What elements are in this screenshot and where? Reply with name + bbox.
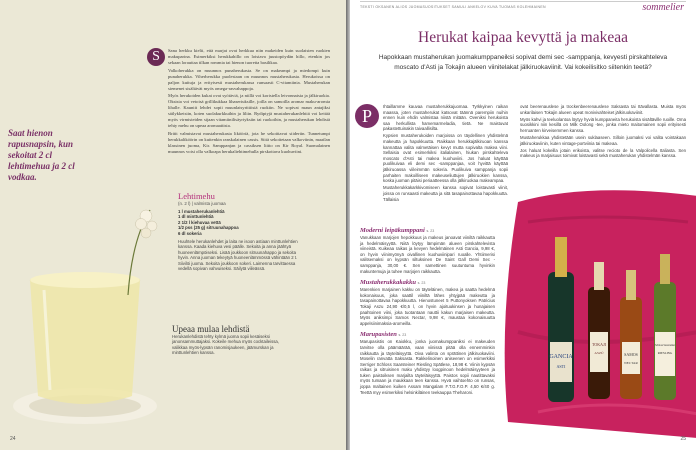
pairing-title: Mustaherukkakakku [360,279,416,287]
pairing-note: s. 23 [398,333,407,338]
recipe-subtitle: (n. 2 l) | valmista juomaa [178,201,226,206]
page-number: 25 [680,436,686,442]
intro-paragraph: Britit valmistavat mustaherukasta likööriä, jota he sekoittavat siidertin. Tunnetumpi herukkaliköörin on kuitenkin ranskalainen cassis. Siitä sekoitetaan valkoviinin, maailan klassinen juoma, Kir. Samppanjan ja cassiksen liitto on Kir Royal. Suomalainen muunnos voisi olla valkoapa herukaliehtimehulla pirskottava kuohuviini. [168,130,330,154]
ingredient: 2 1/2 l kiehuvaa vettä [178,219,221,225]
article-paragraph: Kypsien mustaherukoiden marjoissa on täydellinen yhdistelmä makeutta ja hapokkuutta. Raikkaan herukkajälkiruoan kanssa kannattaa valita valmetäisen kevyt mutta sopivalta makea viini. Sellaisia ovat esimerkiksi italialainen, hiukan pirskahteleva moscato d'Asti tai makea kuohuviini. Jos haluat käyttää puolikuivaa eli demi sec -samppanjaa, voit hyvittä käyttää jälkiruoassa viileimmän sokeria. Puolikuiva samppanja sopii parhaiten makoilliseen makeuseliuttujen jälkiruokien kanssa, koska juoman pitäisi periaatteessa olla jälkiruokaa makeampaa. [383,133,508,184]
page-number: 24 [10,436,16,442]
bottle-brand: GANCIA [549,354,573,360]
bottle-brand: TOKAJI [592,342,606,347]
bottle-sub: NECTAR [624,361,638,365]
article-paragraph: Jos haluat kokeilla jotain erikoista, valitse recioto de la Valpolicella Italiasta. Sen makeus ja marjaisuus toimivat loistavasti sekä mustaherukan yhdistelmän kanssa. [520,147,686,159]
ingredient: 1 l mustaherukanlehtiä [178,209,225,214]
headline: Herukat kaipaa kevyttä ja makeaa [418,29,628,46]
wine-pairing [360,279,495,326]
pairing-body: Marenkien marjainen kakku on täyteläinen, makea ja saatta hedelmä kokonaisuus, joka saattil viiniltä lähes yhtyjpää makeutta ja tasapainottavaa hapokkuutta. Hienostuneet 5 Puttonyoksen Patricius Tokaji Aszu 24,90 €/0,5 l, on hyvin ajoituukinsen ja hunajaisen paahtoinen viini, joka tuotantaan nauttii kakun marjaisen makeutta. Myös aniksimpi Samos Nectar, 9,98 €, maustaa kokonaisuutta appelsiinimaksia-aromeilla. [360,287,495,326]
pairing-title: Marupasisten [360,331,397,339]
article-dropcap: P [355,104,379,128]
recipe-instructions: Huuhtele herukanlehdet ja laita ne isoon astiaan minttunlehtien kanssa. Kaada kiehuva vesi päälle. Sekoita ja anna jäähtyä huoneenlämpöiseksi. Lisää joukkoon sitruunahappo ja sekoita hyvin. Anna juoman tekeytyä huoneenlämmössä vähintään 2 t. Siivilöi juoma. Sekoita joukkoon sokeri. Laimenna tarvittaessa vedellä sopivan vahvuiseksi. Säilytä viileässä. [178,239,298,272]
pairing-note: s. 23 [417,281,426,286]
intro-paragraph: Sana herkku kielii, että marjat ovat herkkua niin makeiden kuin suolaisten ruokien makuparina. Esimerkiksi herukkahillo on loistava juustopöydän hillo, etenkin jos sekaan lorauttaa tilkan rommia tai hienon tuoretta basilikaa. [168,48,330,65]
intro-paragraph: Myös herukoiden kukat ovat syötäviä, ja niillä voi koristella leivonnaisia ja jälkiruokia. Oksista voi vetoisä grillikukkaa lihaseriuksille, joilla on samoilla aromar maku-aromia lihalle. Kauniit lehdet sopii muunlaisyrittiisiä ruokiin. Ne sopivat maun antajiksi säilykkeisiin, koten suolakurkkuihin ja liliin. Rydiptyjä mustaherukanlehtiä voi keitää myös virmisteiden sijaan vitamiinilisäyrtyksiin tai ruokoihin, ja mustaherukan lehdistä tehty mehu on upeaa aromaattista. [168,93,330,128]
wine-pairing [360,331,495,395]
sidebar-body: Herukanlehdistä tehty kylmä juoma sopii kesäiseksi janonsammuttajaksi. Kokeile mehua myös cocktaileissa, valikkaa myös-lypsän ranomisjaukeen, jäämurskan ja minttunlehtien kanssa. [172,334,279,356]
recipe-title: Lehtimehu [178,191,215,201]
article-column-2 [520,104,686,159]
ingredient-list [178,209,298,236]
article-column-1 [383,104,508,202]
sidebar-title: Upeaa mulaa lehdistä [172,324,250,334]
article-paragraph: Mustaherukkaa yhdistetään usein suklaaseen. Silloin juomaksi voi valita vointakaan jälkiruokaviinin, kuten vintage-portviinia tai makeaa. [520,134,686,146]
article-paragraph: Myös kahvi ja teeluolantoa löytyy hyviä kumppaneita herukoista sisältäville ruoille. Oma suosikkini niin kesillä on Milk Oolong -tee, jonka mieto maitomainen sopii erityisesti herruanten kirveisemmen kanssa. [520,116,686,133]
pairing-title: Moderni leipäkumppani [360,227,425,234]
top-rule [360,1,686,2]
juice-glass-illustration [10,200,160,430]
ingredient: 6 dl sokeria [178,230,202,236]
bottle-brand: Schloss Saarsteiner [654,344,676,347]
bottle-sub: RIESLING [657,351,673,355]
pairing-note: s. 23 [426,229,435,233]
left-page [0,0,346,450]
bottles-photo [498,182,696,438]
bottle-sub: ASTI [556,364,566,369]
ingredient: 1 dl minttunlehtiä [178,214,214,220]
article-paragraph: ovat beerenauslese ja trockenbeerenauslese Saksasta tai Itävallasta. Muista myös unkarilaisen Tokajin alueen upeat monivivahteiset jälkiruokaviinit. [520,104,686,115]
bottle-brand: SAMOS [624,352,638,357]
recipe-box [178,191,298,271]
lede: Hapokkaan mustaherukan juomakumppaneiksi sopivat demi sec -samppanja, kevyesti pirskahteleva moscato d'Asti ja Tokajin alueen viinitelakat jälkiruokaviinit. Vai kokeilisitko siitenkin teetä? [378,54,668,71]
bottle-sub: ASZÚ [594,351,604,355]
pairing-body: Vanukkaan marjojen hepokkuus ja makeus janoavat viiniltä raikkautta ja hedelmäisyyttä. Niitä löytyy lämpimän alueen pirskahtelevista viineistä. Kuikeaa raikas ja kevyen hedelmäinen Asti Gancia, 9,98 €, on hyvin viinimyönyä oivallinen kuohuviinipari ruoalle. Yhtiimerisi valitsemaksi on kypsän siltuksinen De Saint Gall Demi Sec -samppanja, 30,00 €. Sen samettinen suutuntuma hyvinkin makuntemuja ja tuhee marjojen raikkautta. [360,235,495,274]
article-paragraph: Mustaherukkakarkkivomiseen kanssa sopivat loistavasti viinit, joissa on runsaasti makeutta ja sitä tasapainottavaa hapokkuutta. Tällaisia [383,185,508,202]
ingredient: 1/2 pss (25 g) sitruunahappoa [178,225,239,231]
intro-text [168,48,330,156]
pairing-body: Marupasistis on Kaiokku, jonka juomakumppaniksi ei makeuden tarvitse olla päämäärää, vaan viinissä pitää olla ennemminkin raikkautta ja täyteläisyyttä. Oiva valinta on sprättinen jälkiruokaviini. Moselin ranvatta Saksasta. Rakkelinoinen aniseenen on esimerkiksi Serriger Schloss Saarsteiner Riesling Spätlese, 18,98 €. Viinin kypsän raikas ja sitruisinen maku yhdistyy loogpinoon hedelmäiisyyteen ja tuken paistoiksen marjailta täyteläisyyttä. Paistos sopii nautittavaksi myös tumaan ja maukkaan teen kanssa. Hyvä vaihtoehto on runsas, joppa maltainen kuiken Assam Mangalam F.T.G.F.O.P. 4,50 €/40 g. Teettä myy esimerkiksi helsinkiläinen teekauppa Theharoni. [360,339,495,395]
article-paragraph: Ihtaillamme kauvaa mustaherukkajuomaa. Tyrkkyinen raikan maassa, joten mustaherukat katsovat täännä parempiin nuihin ennen kuin ehdin valmistaa niistä mitään. Oveniksi herukoista saa herkullista hamemarmeladia, tietä. Ne maistuvat pakastettuinakin taivaallisilta. [383,104,508,132]
wine-pairings [360,222,495,395]
right-page [350,0,696,450]
wine-pairing [360,227,495,274]
pull-quote: Saat hienon rapusnapsin, kun sekoitat 2 cl lehtimehua ja 2 cl vodkaa. [8,128,75,182]
intro-dropcap: S [147,48,165,66]
credit-line: TEKSTI OKSANEN ALIOS JUOMASUOSITUKSET SAMULI ANKELOV KUVA TUOMAS KOLEHMAINEN [360,5,546,9]
section-label: sommelier [642,2,684,13]
sidebar-box [172,324,282,356]
intro-paragraph: Valkoherukka on muunnos punaherukasta. Se on makeampi ja miedompi kuin punaherukka. Viherherukka puolestaan on muunnos mustaherukasta. Herukoissa on paljon kuituja ja erityisesti mustaherukassa runsaasti C-vitamiinia. Mustaherukan siemenet sisältävät myös omega-rasvahappoja. [168,67,330,91]
